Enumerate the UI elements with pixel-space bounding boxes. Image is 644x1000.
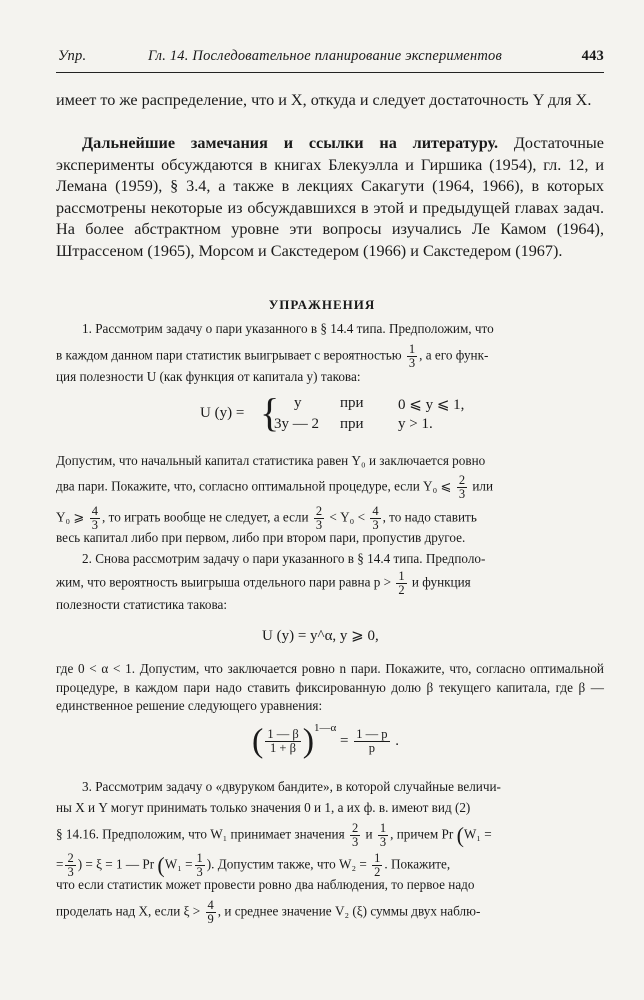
ex1-line5: два пари. Покажите, что, согласно оптимальной процедуре, если Y₀ ⩽ $\frac{2}{3}$ или xyxy=(56,473,494,501)
ex2-body: где 0 < α < 1. Допустим, что заключается ровно n пари. Покажите, что, согласно оптимальной процедуре, в каждом пари надо ставить фиксированную долю β текущего капитала, где β — единственное решение следующего уравнения: xyxy=(56,661,604,713)
fraction: $\frac{1 — \beta}{1 + \beta}$ xyxy=(267,727,299,756)
paragraph-continuation: имеет то же распределение, что и X, откуда и следует достаточность Y для X. xyxy=(56,91,592,109)
ex3-line4: = $\frac{2}{3}$ ) = ξ = 1 — Pr (W₁ = $\frac{1}{3}$ ). Допустим также, что W₂ = $\frac{1}{2}$ . Покажите, xyxy=(56,851,451,879)
header-section: Упр. xyxy=(58,48,87,64)
ex2-line3: полезности статистика такова: xyxy=(56,597,228,612)
fraction: $\frac{1}{2}$ xyxy=(374,851,381,879)
exercises-title: УПРАЖНЕНИЯ xyxy=(268,297,376,312)
power-utility-formula: U (y) = y^α, y ⩾ 0, xyxy=(262,628,379,644)
fraction: $\frac{1 — p}{p}$ xyxy=(356,727,388,756)
fraction: $\frac{1}{2}$ xyxy=(398,569,405,597)
fraction: $\frac{1}{3}$ xyxy=(408,342,416,370)
fraction: $\frac{2}{3}$ xyxy=(351,821,359,849)
notes-paragraph xyxy=(56,133,604,263)
notes-heading: Дальнейшие замечания и ссылки на литературу. xyxy=(82,134,498,152)
fraction: $\frac{2}{3}$ xyxy=(67,851,74,879)
fraction: $\frac{4}{9}$ xyxy=(207,898,214,926)
ex1-line6: Y₀ ⩾ $\frac{4}{3}$ , то играть вообще не следует, а если $\frac{2}{3}$ < Y₀ < $\frac{4}{3}$ , то надо ставить xyxy=(56,504,477,532)
ex2-line2: жим, что вероятность выигрыша отдельного пари равна p > $\frac{1}{2}$ и функция xyxy=(56,569,471,597)
ex3-line6: проделать над X, если ξ > $\frac{4}{9}$ , и среднее значение V₂ (ξ) суммы двух наблю- xyxy=(56,898,481,926)
ex1-line3: ция полезности U (как функция от капитала y) такова: xyxy=(56,369,361,384)
case2-word: при xyxy=(340,416,364,432)
ex1-line1: 1. Рассмотрим задачу о пари указанного в § 14.4 типа. Предположим, что xyxy=(82,321,494,336)
formula-lhs: U (y) = xyxy=(200,405,245,421)
ex1-line4: Допустим, что начальный капитал статистика равен Y₀ и заключается ровно xyxy=(56,453,486,468)
ex1-line2: в каждом данном пари статистик выигрывает с вероятностью $\frac{1}{3}$ , а его функ- xyxy=(56,342,489,370)
header-chapter-title: Гл. 14. Последовательное планирование экспериментов xyxy=(148,48,502,64)
fraction: $\frac{4}{3}$ xyxy=(91,504,99,532)
ex3-line3: § 14.16. Предположим, что W₁ принимает значения $\frac{2}{3}$ и $\frac{1}{3}$ , причем Pr (W₁ = xyxy=(56,821,492,849)
ex3-line1: 3. Рассмотрим задачу о «двуруком бандите», в которой случайные величи- xyxy=(82,779,501,794)
notes-body: Достаточные эксперименты обсуждаются в книгах Блекуэлла и Гиршика (1954), гл. 12, и Лемана (1959), § 3.4, а также в лекциях Сакагути (1964, 1966), в которых рассмотрены некоторые из обсуждавшихся в этой и предыдущей главах задач. На более абстрактном уровне эти вопросы изучались Ле Камом (1964), Штрассеном (1965), Морсом и Сакстедером (1966) и Сакстедером (1967). xyxy=(56,134,604,260)
case2-cond: y > 1. xyxy=(398,416,433,432)
brace: { xyxy=(260,390,280,435)
page-number: 443 xyxy=(581,48,604,64)
ex2-line1: 2. Снова рассмотрим задачу о пари указанного в § 14.4 типа. Предполо- xyxy=(82,551,486,566)
case2-expr: 3y — 2 xyxy=(274,416,319,432)
fraction: $\frac{1}{3}$ xyxy=(196,851,203,879)
case1-expr: y xyxy=(294,395,302,411)
header-rule xyxy=(56,72,604,73)
fraction: $\frac{2}{3}$ xyxy=(315,504,323,532)
ex3-line5: что если статистик может провести ровно два наблюдения, то первое надо xyxy=(56,877,475,892)
fraction: $\frac{4}{3}$ xyxy=(372,504,379,532)
ex1-line7: весь капитал либо при первом, либо при втором пари, пропустив другое. xyxy=(56,530,466,545)
case1-word: при xyxy=(340,395,364,411)
fraction: $\frac{1}{3}$ xyxy=(379,821,387,849)
exponent: 1—α xyxy=(314,722,337,734)
beta-equation: ( $\frac{1 — \beta}{1 + \beta}$ )$^{1—\alpha}$ = $\frac{1 — p}{p}$ . xyxy=(252,722,400,760)
fraction: $\frac{2}{3}$ xyxy=(458,473,466,501)
ex3-line2: ны X и Y могут принимать только значения 0 и 1, а их ф. в. имеют вид (2) xyxy=(56,800,471,815)
case1-cond: 0 ⩽ y ⩽ 1, xyxy=(398,397,465,413)
